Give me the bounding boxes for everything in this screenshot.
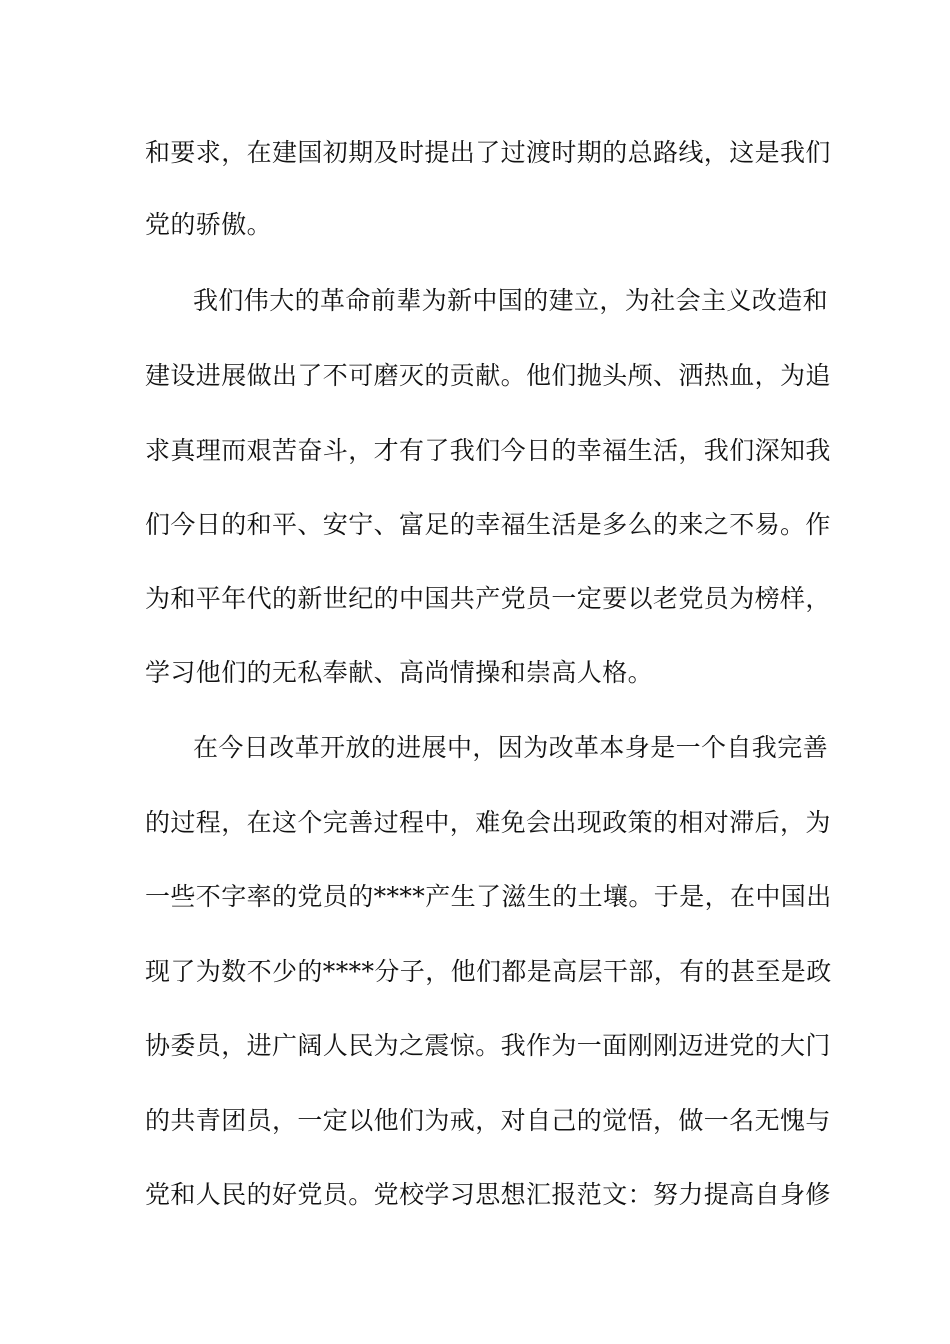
text-line: 们今日的和平、安宁、富足的幸福生活是多么的来之不易。作 xyxy=(145,510,831,539)
text-line: 和要求，在建国初期及时提出了过渡时期的总路线，这是我们 xyxy=(145,138,831,167)
paragraph-first-line: 在今日改革开放的进展中，因为改革本身是一个自我完善 xyxy=(193,733,829,762)
text-line: 协委员，进广阔人民为之震惊。我作为一面刚刚迈进党的大门 xyxy=(145,1031,831,1060)
text-line: 一些不字率的党员的****产生了滋生的土壤。于是，在中国出 xyxy=(145,882,832,911)
text-line: 的共青团员，一定以他们为戒，对自己的觉悟，做一名无愧与 xyxy=(145,1106,831,1135)
text-line: 的过程，在这个完善过程中，难免会出现政策的相对滞后，为 xyxy=(145,808,831,837)
text-line: 求真理而艰苦奋斗，才有了我们今日的幸福生活，我们深知我 xyxy=(145,436,831,465)
text-line: 党和人民的好党员。党校学习思想汇报范文：努力提高自身修 xyxy=(145,1180,831,1209)
text-line: 党的骄傲。 xyxy=(145,210,273,239)
text-line: 现了为数不少的****分子，他们都是高层干部，有的甚至是政 xyxy=(145,957,832,986)
paragraph-first-line: 我们伟大的革命前辈为新中国的建立，为社会主义改造和 xyxy=(193,286,829,315)
text-line: 学习他们的无私奉献、高尚情操和崇高人格。 xyxy=(145,658,654,687)
text-line: 为和平年代的新世纪的中国共产党员一定要以老党员为榜样， xyxy=(145,584,831,613)
text-line: 建设进展做出了不可磨灭的贡献。他们抛头颅、洒热血，为追 xyxy=(145,361,831,390)
